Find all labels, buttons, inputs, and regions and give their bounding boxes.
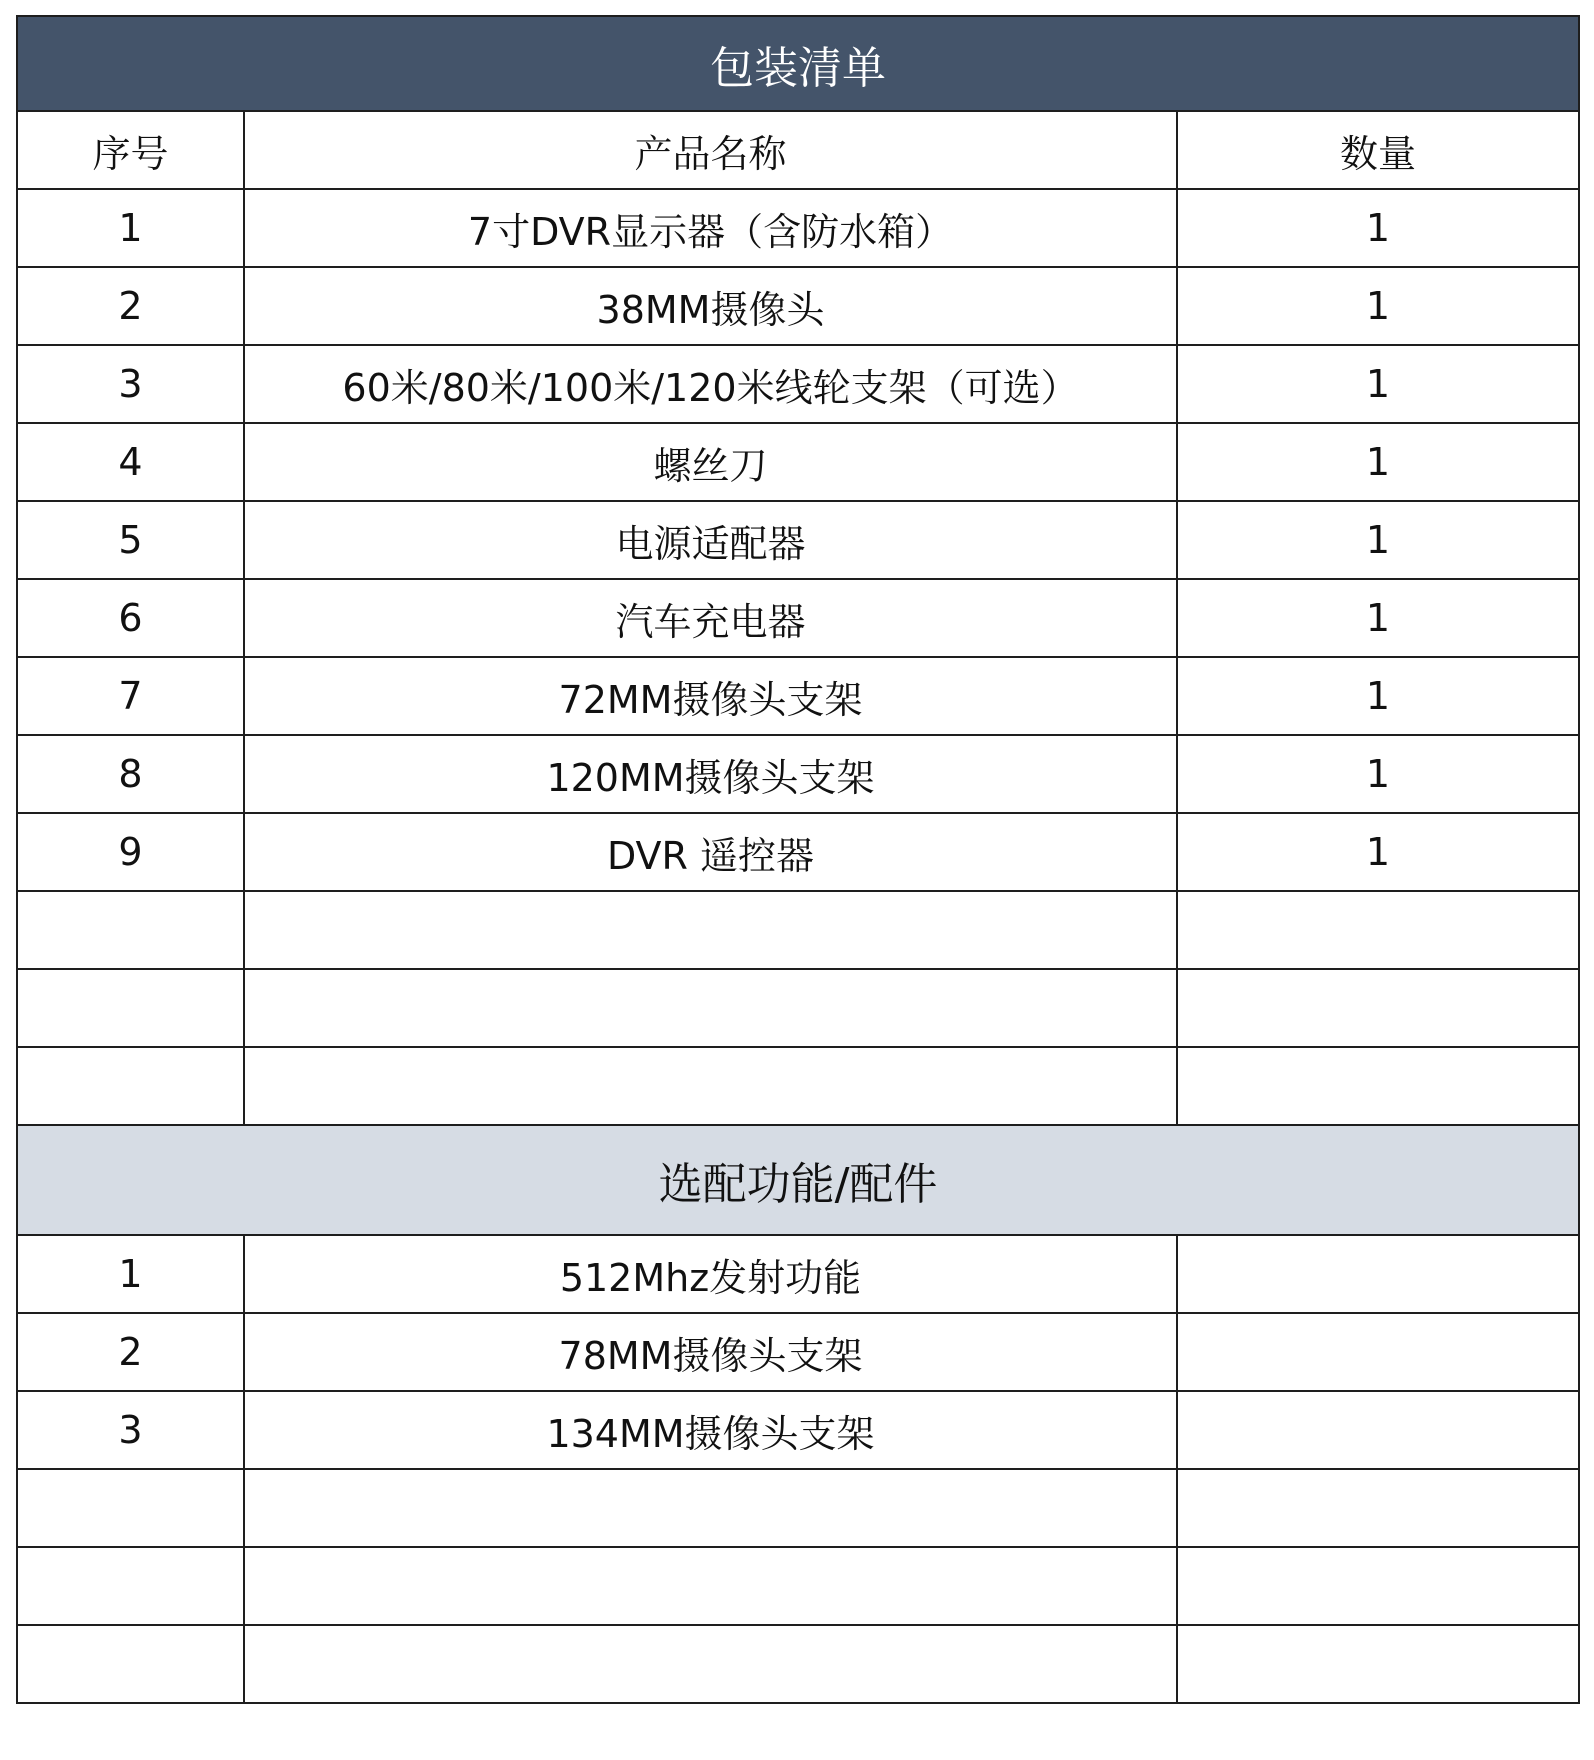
optional-table-row [17,1625,1579,1703]
item-index: 6 [17,579,244,657]
item-qty [1177,1047,1579,1125]
table-row [17,735,1579,813]
item-index [17,1547,244,1625]
table-title: 包装清单 [17,16,1579,111]
table-row [17,189,1579,267]
table-row [17,657,1579,735]
item-index: 5 [17,501,244,579]
item-qty: 1 [1177,813,1579,891]
item-qty [1177,1547,1579,1625]
item-index [17,1469,244,1547]
item-name [244,1469,1177,1547]
item-index: 2 [17,267,244,345]
item-qty: 1 [1177,423,1579,501]
packing-list-table [16,15,1580,1704]
item-qty: 1 [1177,501,1579,579]
header-qty: 数量 [1177,111,1579,189]
item-index: 4 [17,423,244,501]
item-qty [1177,1625,1579,1703]
item-index: 1 [17,1235,244,1313]
item-index: 2 [17,1313,244,1391]
item-qty: 1 [1177,189,1579,267]
item-index: 8 [17,735,244,813]
item-name: 汽车充电器 [244,579,1177,657]
item-index: 3 [17,345,244,423]
item-name: 134MM摄像头支架 [244,1391,1177,1469]
item-index [17,1047,244,1125]
item-name [244,969,1177,1047]
table-row [17,891,1579,969]
item-name: 38MM摄像头 [244,267,1177,345]
item-index: 7 [17,657,244,735]
item-index [17,969,244,1047]
table-row [17,267,1579,345]
item-name [244,891,1177,969]
item-name: 78MM摄像头支架 [244,1313,1177,1391]
item-qty: 1 [1177,657,1579,735]
item-name: 512Mhz发射功能 [244,1235,1177,1313]
table-row [17,423,1579,501]
table-row [17,813,1579,891]
item-qty [1177,1313,1579,1391]
item-qty: 1 [1177,579,1579,657]
item-index: 3 [17,1391,244,1469]
item-name: 电源适配器 [244,501,1177,579]
optional-section-title: 选配功能/配件 [17,1125,1579,1235]
optional-table-row [17,1391,1579,1469]
optional-table-row [17,1313,1579,1391]
item-qty [1177,1469,1579,1547]
title-row [17,16,1579,111]
item-qty [1177,969,1579,1047]
header-row [17,111,1579,189]
item-qty: 1 [1177,735,1579,813]
optional-section-row [17,1125,1579,1235]
item-qty [1177,1235,1579,1313]
table-row [17,345,1579,423]
item-name: 60米/80米/100米/120米线轮支架（可选） [244,345,1177,423]
optional-table-row [17,1235,1579,1313]
optional-table-row [17,1547,1579,1625]
item-qty [1177,1391,1579,1469]
item-index: 1 [17,189,244,267]
item-qty [1177,891,1579,969]
table-row [17,1047,1579,1125]
item-name: 7寸DVR显示器（含防水箱） [244,189,1177,267]
item-name: 72MM摄像头支架 [244,657,1177,735]
header-name: 产品名称 [244,111,1177,189]
table-row [17,579,1579,657]
item-name [244,1547,1177,1625]
item-name: 120MM摄像头支架 [244,735,1177,813]
header-index: 序号 [17,111,244,189]
item-name: 螺丝刀 [244,423,1177,501]
packing-list-body [17,16,1579,1703]
table-row [17,969,1579,1047]
item-name: DVR 遥控器 [244,813,1177,891]
item-index [17,891,244,969]
item-qty: 1 [1177,345,1579,423]
optional-table-row [17,1469,1579,1547]
item-index: 9 [17,813,244,891]
table-row [17,501,1579,579]
item-name [244,1047,1177,1125]
item-name [244,1625,1177,1703]
item-index [17,1625,244,1703]
item-qty: 1 [1177,267,1579,345]
